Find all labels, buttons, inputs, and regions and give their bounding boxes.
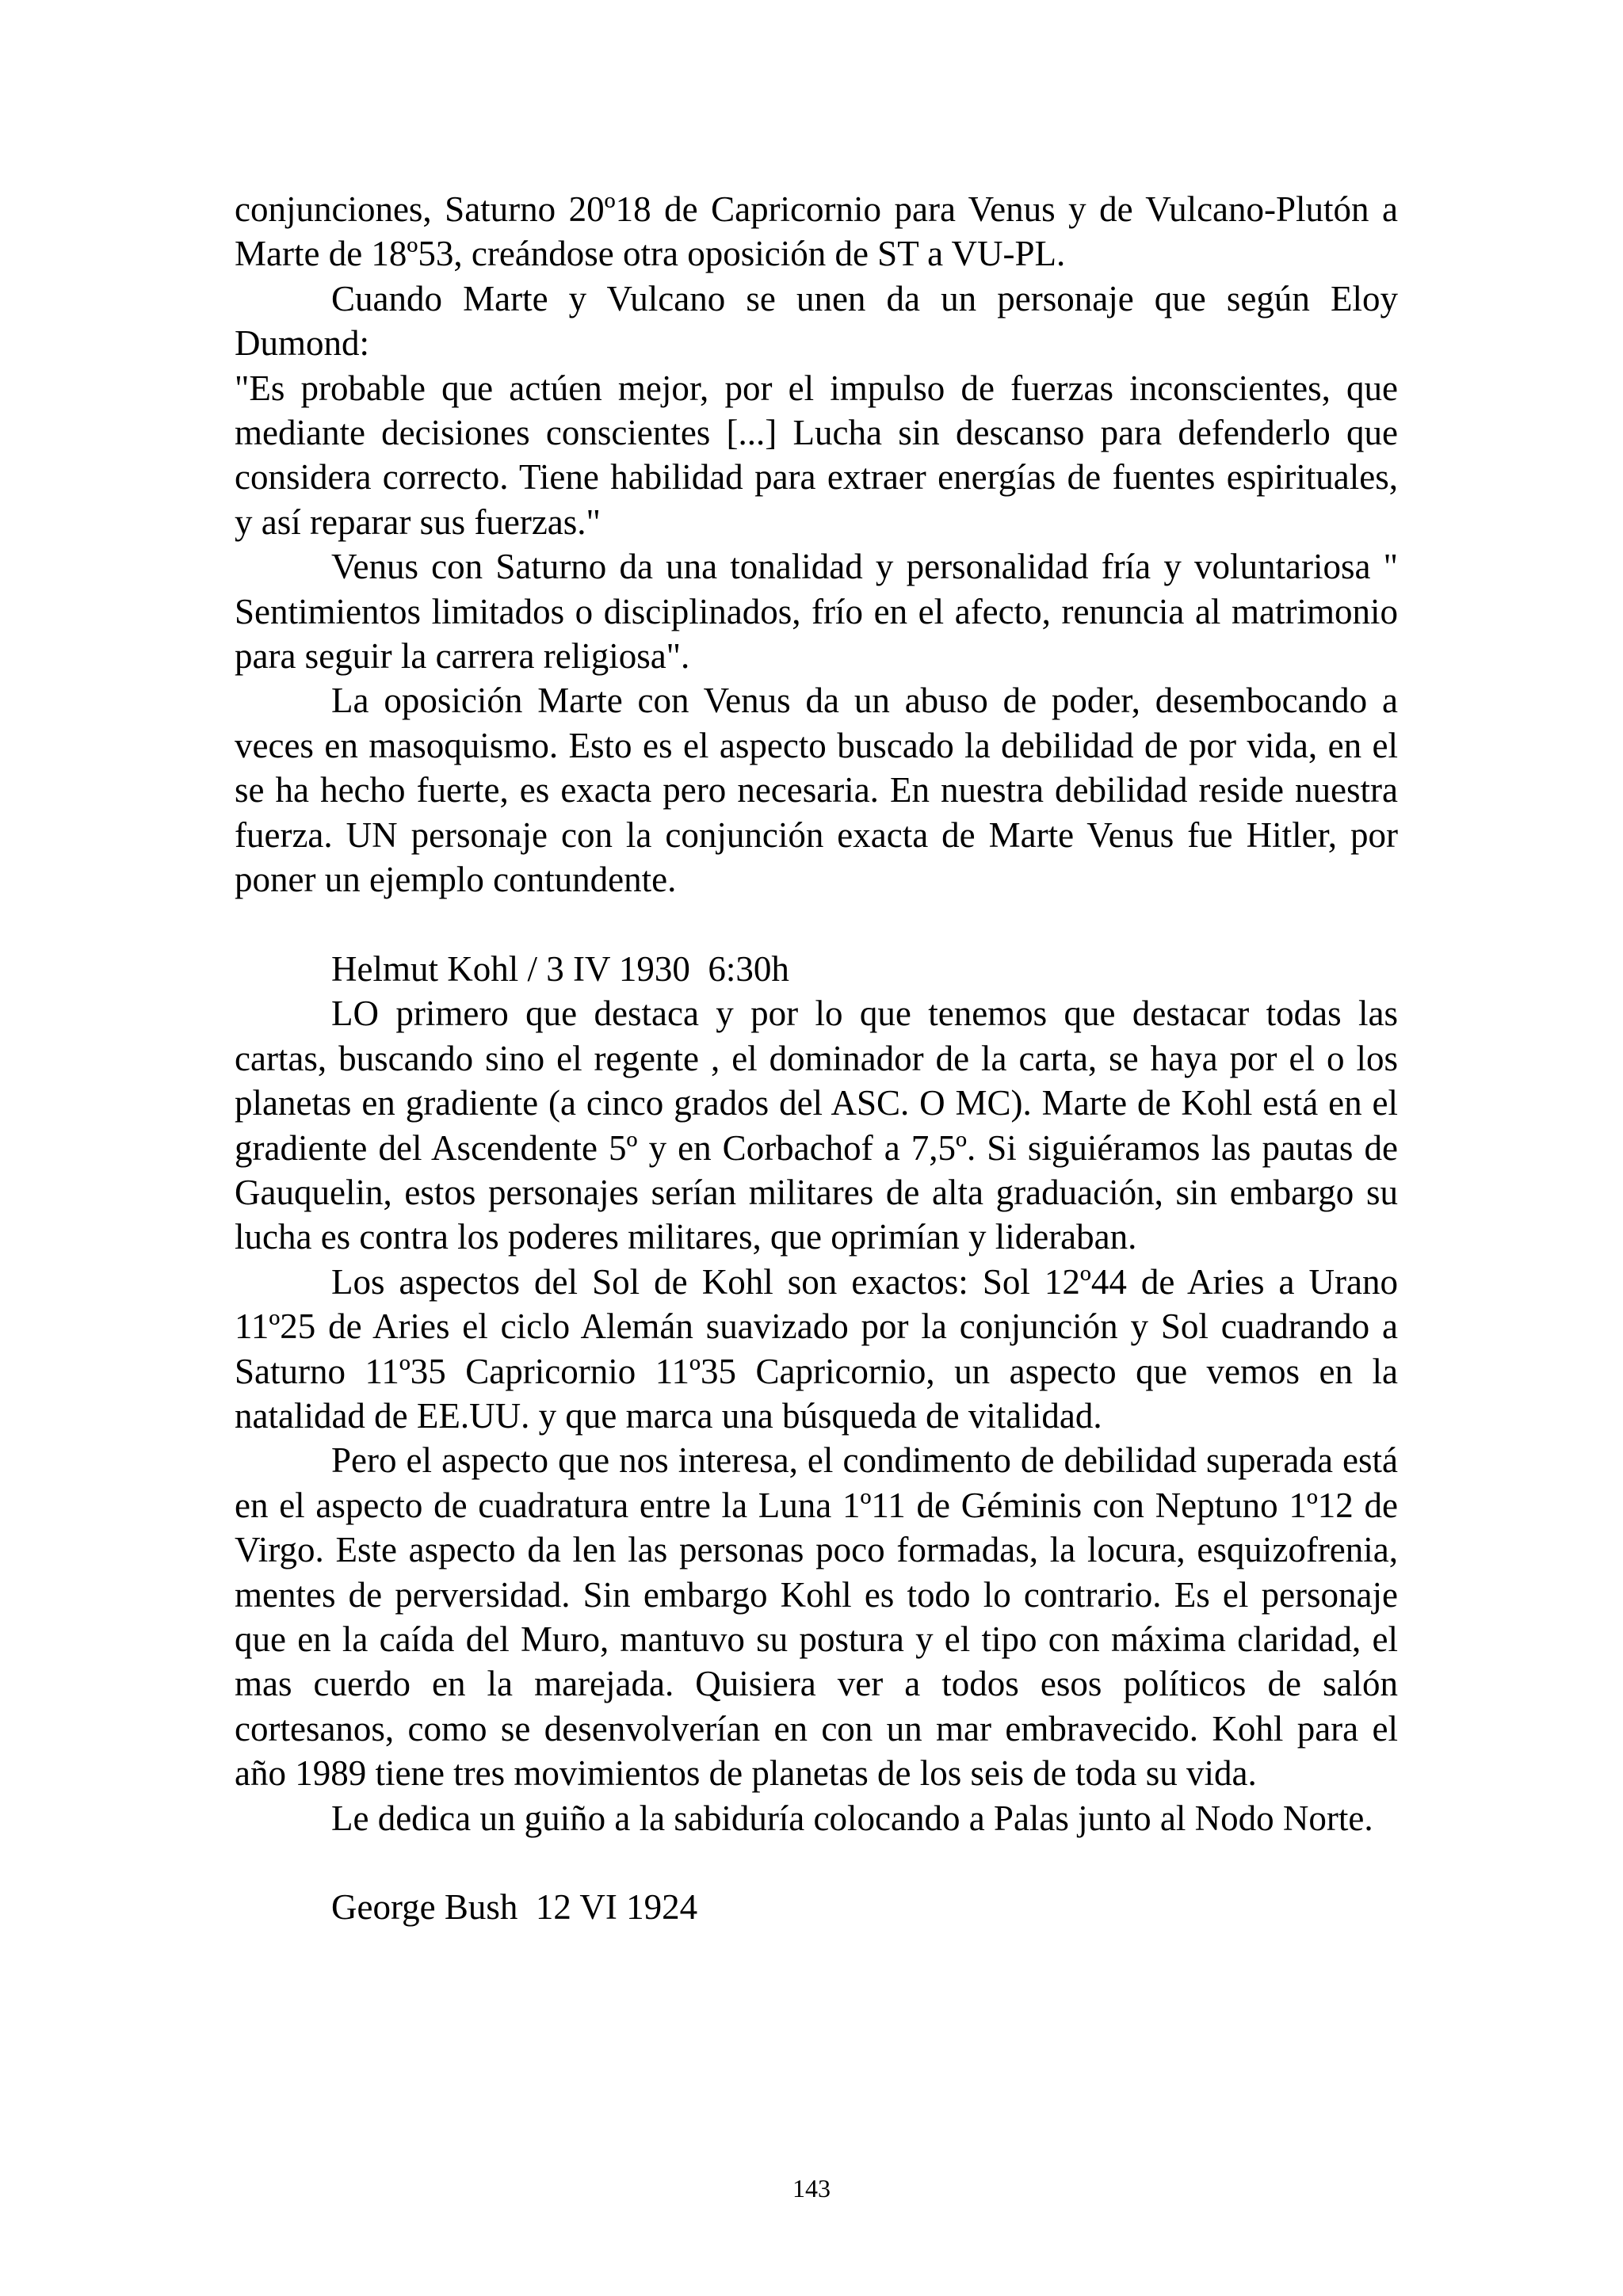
paragraph-kohl-palas: Le dedica un guiño a la sabiduría colocando a Palas junto al Nodo Norte.: [331, 1798, 1373, 1838]
paragraph-kohl-gradient: LO primero que destaca y por lo que tenemos que destacar todas las cartas, buscando sino el regente , el dominador de la carta, se haya por el o los planetas en gradiente (a cinco grados del ASC. O MC). Marte de Kohl está en el gradiente del Ascendente 5º y en Corbachof a 7,5º. Si siguiéramos las pautas de Gauquelin, estos personajes serían militares de alta graduación, sin embargo su lucha es contra los poderes militares, que oprimían y lideraban.: [235, 994, 1398, 1257]
paragraph-mars-vulcan: Cuando Marte y Vulcano se unen da un personaje que según Eloy Dumond:: [235, 278, 1398, 364]
paragraph-venus-saturn: Venus con Saturno da una tonalidad y personalidad fría y voluntariosa " Sentimientos limitados o disciplinados, frío en el afecto, renuncia al matrimonio para seguir la carrera religiosa".: [235, 547, 1398, 677]
page-number: 143: [792, 2174, 831, 2203]
section-heading-george-bush: George Bush 12 VI 1924: [331, 1887, 698, 1928]
paragraph-kohl-sun-aspects: Los aspectos del Sol de Kohl son exactos: Sol 12º44 de Aries a Urano 11º25 de Aries el ciclo Alemán suavizado por la conjunción y Sol cuadrando a Saturno 11º35 Capricornio 11º35 Capricornio, un aspecto que vemos en la natalidad de EE.UU. y que marca una búsqueda de vitalidad.: [235, 1261, 1398, 1436]
body-text: [235, 187, 1398, 1930]
paragraph-mars-venus-opposition: La oposición Marte con Venus da un abuso de poder, desembocando a veces en masoquismo. Esto es el aspecto buscado la debilidad de por vida, en el se ha hecho fuerte, es exacta pero necesaria. En nuestra debilidad reside nuestra fuerza. UN personaje con la conjunción exacta de Marte Venus fue Hitler, por poner un ejemplo contundente.: [235, 681, 1398, 900]
paragraph-continuation: conjunciones, Saturno 20º18 de Capricornio para Venus y de Vulcano-Plutón a Marte de 18º53, creándose otra oposición de ST a VU-PL.: [235, 189, 1398, 274]
quote-dumond: "Es probable que actúen mejor, por el impulso de fuerzas inconscientes, que mediante decisiones conscientes [...] Lucha sin descanso para defenderlo que considera correcto. Tiene habilidad para extraer energías de fuentes espirituales, y así reparar sus fuerzas.": [235, 368, 1398, 542]
section-heading-helmut-kohl: Helmut Kohl / 3 IV 1930 6:30h: [331, 948, 789, 989]
paragraph-kohl-moon-neptune: Pero el aspecto que nos interesa, el condimento de debilidad superada está en el aspecto de cuadratura entre la Luna 1º11 de Géminis con Neptuno 1º12 de Virgo. Este aspecto da len las personas poco formadas, la locura, esquizofrenia, mentes de perversidad. Sin embargo Kohl es todo lo contrario. Es el personaje que en la caída del Muro, mantuvo su postura y el tipo con máxima claridad, el mas cuerdo en la marejada. Quisiera ver a todos esos políticos de salón cortesanos, como se desenvolverían en con un mar embravecido. Kohl para el año 1989 tiene tres movimientos de planetas de los seis de toda su vida.: [235, 1440, 1398, 1794]
